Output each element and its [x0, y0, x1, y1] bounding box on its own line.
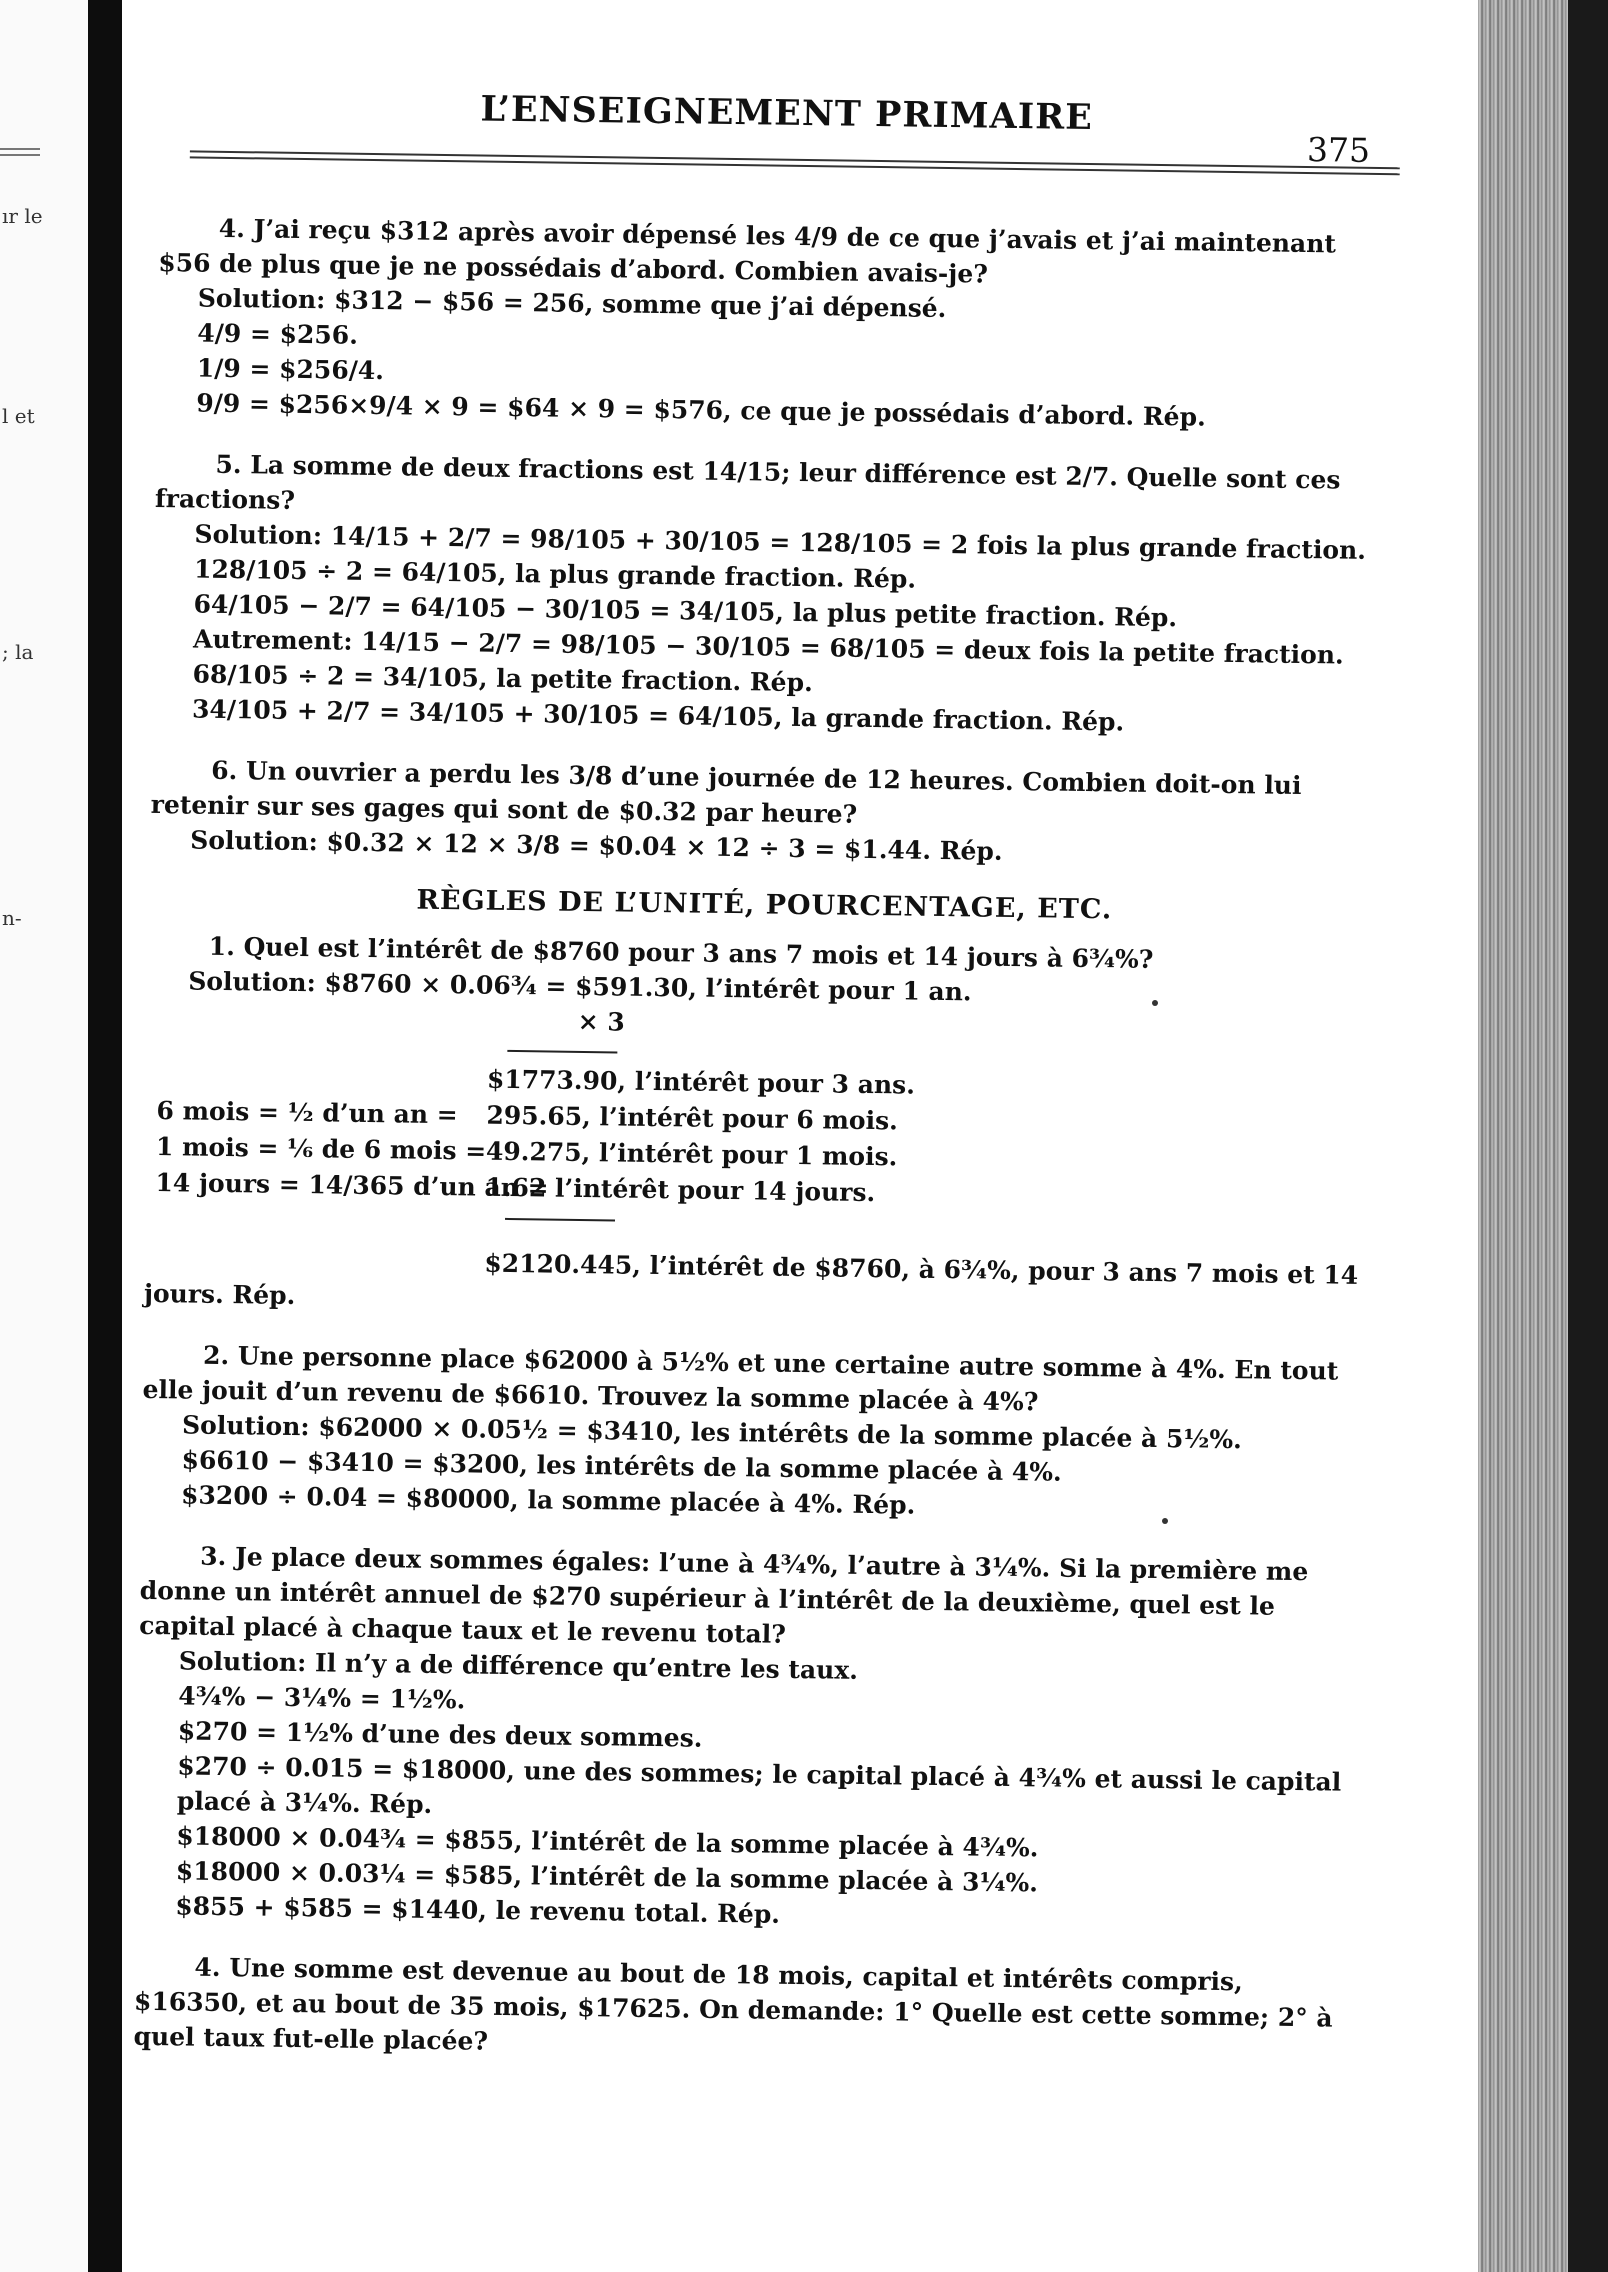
- interest-table: [145, 1041, 1378, 1258]
- section-heading: RÈGLES DE L’UNITÉ, POURCENTAGE, ETC.: [416, 884, 1113, 926]
- table-rule: [505, 1218, 615, 1222]
- solution-line: 64/105 − 2/7 = 64/105 − 30/105 = 34/105, la plus petite fraction. Rép.: [193, 589, 1178, 633]
- solution-line: Solution: Il n’y a de différence qu’entre les taux.: [178, 1646, 859, 1685]
- running-header: [160, 66, 1391, 170]
- facing-rule: [0, 148, 40, 150]
- solution-line: $18000 × 0.04¾ = $855, l’intérêt de la somme placée à 4¾%.: [176, 1821, 1039, 1863]
- table-value: 1.62 l’intérêt pour 14 jours.: [485, 1172, 876, 1208]
- solution-line: Solution: 14/15 + 2/7 = 98/105 + 30/105 = 128/105 = 2 fois la plus grande fraction.: [194, 519, 1367, 565]
- total-line: $2120.445, l’intérêt de $8760, à 6¾%, pour 3 ans 7 mois et 14: [484, 1248, 1359, 1290]
- multiplier-line: × 3: [577, 1006, 626, 1037]
- book-spine-shadow: [88, 0, 122, 2272]
- table-label: 6 mois = ½ d’un an =: [156, 1096, 458, 1130]
- solution-line: Autrement: 14/15 − 2/7 = 98/105 − 30/105 = 68/105 = deux fois la petite fraction.: [192, 624, 1344, 670]
- solution-line: 128/105 ÷ 2 = 64/105, la plus grande fraction. Rép.: [193, 554, 917, 594]
- facing-page-edge: [0, 0, 88, 2272]
- book-page: [122, 0, 1478, 2272]
- problem-statement: 4. Une somme est devenue au bout de 18 mois, capital et intérêts compris, $16350, et au bout de 35 mois, $17625. On demande: 1° Quelle est cette somme; 2° à quel taux fut-elle placée?: [133, 1952, 1333, 2056]
- solution-line: $3200 ÷ 0.04 = $80000, la somme placée à 4%. Rép.: [180, 1480, 916, 1520]
- facing-fragment: l et: [2, 404, 35, 428]
- solution-line: 1/9 = $256/4.: [196, 353, 385, 386]
- facing-fragment: ır le: [2, 204, 43, 228]
- solution-line: Solution: $62000 × 0.05½ = $3410, les intérêts de la somme placée à 5½%.: [181, 1410, 1243, 1455]
- page-edge-shadow: [1568, 0, 1608, 2272]
- page-number: 375: [1306, 130, 1371, 170]
- solution-line: $270 ÷ 0.015 = $18000, une des sommes; le capital placé à 4¾% et aussi le capital placé à 3¼%. Rép.: [176, 1751, 1342, 1819]
- facing-fragment: n-: [2, 906, 22, 930]
- solution-line: 68/105 ÷ 2 = 34/105, la petite fraction. Rép.: [192, 659, 813, 698]
- solution-line: 9/9 = $256×9/4 × 9 = $64 × 9 = $576, ce que je possédais d’abord. Rép.: [196, 388, 1206, 432]
- table-rule: [507, 1050, 617, 1054]
- problem-statement: 5. La somme de deux fractions est 14/15; leur différence est 2/7. Quelle sont ces fractions?: [154, 449, 1341, 515]
- page-body: [133, 210, 1389, 2071]
- total-line-tail: jours. Rép.: [143, 1278, 296, 1310]
- solution-line: $18000 × 0.03¼ = $585, l’intérêt de la somme placée à 3¼%.: [175, 1856, 1039, 1898]
- facing-rule: [0, 154, 40, 156]
- table-label: 1 mois = ⅙ de 6 mois =: [155, 1132, 487, 1166]
- solution-line: $6610 − $3410 = $3200, les intérêts de la somme placée à 4%.: [181, 1445, 1062, 1487]
- solution-line: $270 = 1½% d’une des deux sommes.: [177, 1716, 703, 1753]
- problem-statement: 3. Je place deux sommes égales: l’une à 4¾%, l’autre à 3¼%. Si la première me donne un intérêt annuel de $270 supérieur à l’intérêt de la deuxième, quel est le capital placé à chaque taux et le revenu total?: [139, 1541, 1309, 1649]
- table-value: $1773.90, l’intérêt pour 3 ans.: [486, 1064, 916, 1100]
- solution-line: 4/9 = $256.: [197, 318, 359, 350]
- solution-line: $855 + $585 = $1440, le revenu total. Rép.: [175, 1891, 781, 1929]
- page-content: [133, 0, 1392, 2056]
- problem-statement: 4. J’ai reçu $312 après avoir dépensé les 4/9 de ce que j’avais et j’ai maintenant $56 de plus que je ne possédais d’abord. Combien avais-je?: [158, 213, 1337, 289]
- table-value: 49.275, l’intérêt pour 1 mois.: [485, 1136, 898, 1172]
- solution-line: 4¾% − 3¼% = 1½%.: [178, 1681, 466, 1715]
- facing-fragment: ; la: [2, 640, 34, 664]
- problem-statement: 1. Quel est l’intérêt de $8760 pour 3 ans 7 mois et 14 jours à 6¾%?: [208, 931, 1154, 974]
- speck: [1152, 1000, 1158, 1006]
- problem-statement: 2. Une personne place $62000 à 5½% et une certaine autre somme à 4%. En tout elle jouit d’un revenu de $6610. Trouvez la somme placée à 4%?: [142, 1340, 1339, 1417]
- page-title: L’ENSEIGNEMENT PRIMAIRE: [480, 88, 1094, 139]
- solution-line: 34/105 + 2/7 = 34/105 + 30/105 = 64/105, la grande fraction. Rép.: [191, 694, 1125, 737]
- problem-statement: 6. Un ouvrier a perdu les 3/8 d’une journée de 12 heures. Combien doit-on lui retenir sur ses gages qui sont de $0.32 par heure?: [150, 755, 1302, 829]
- table-label: 14 jours = 14/365 d’un an =: [155, 1168, 549, 1203]
- solution-line: Solution: $8760 × 0.06¾ = $591.30, l’intérêt pour 1 an.: [188, 966, 972, 1007]
- table-value: 295.65, l’intérêt pour 6 mois.: [486, 1100, 899, 1136]
- solution-line: Solution: $0.32 × 12 × 3/8 = $0.04 × 12 ÷ 3 = $1.44. Rép.: [190, 825, 1003, 866]
- solution-line: Solution: $312 − $56 = 256, somme que j’ai dépensé.: [197, 283, 947, 323]
- speck: [1162, 1518, 1168, 1524]
- header-rule: [190, 150, 1400, 179]
